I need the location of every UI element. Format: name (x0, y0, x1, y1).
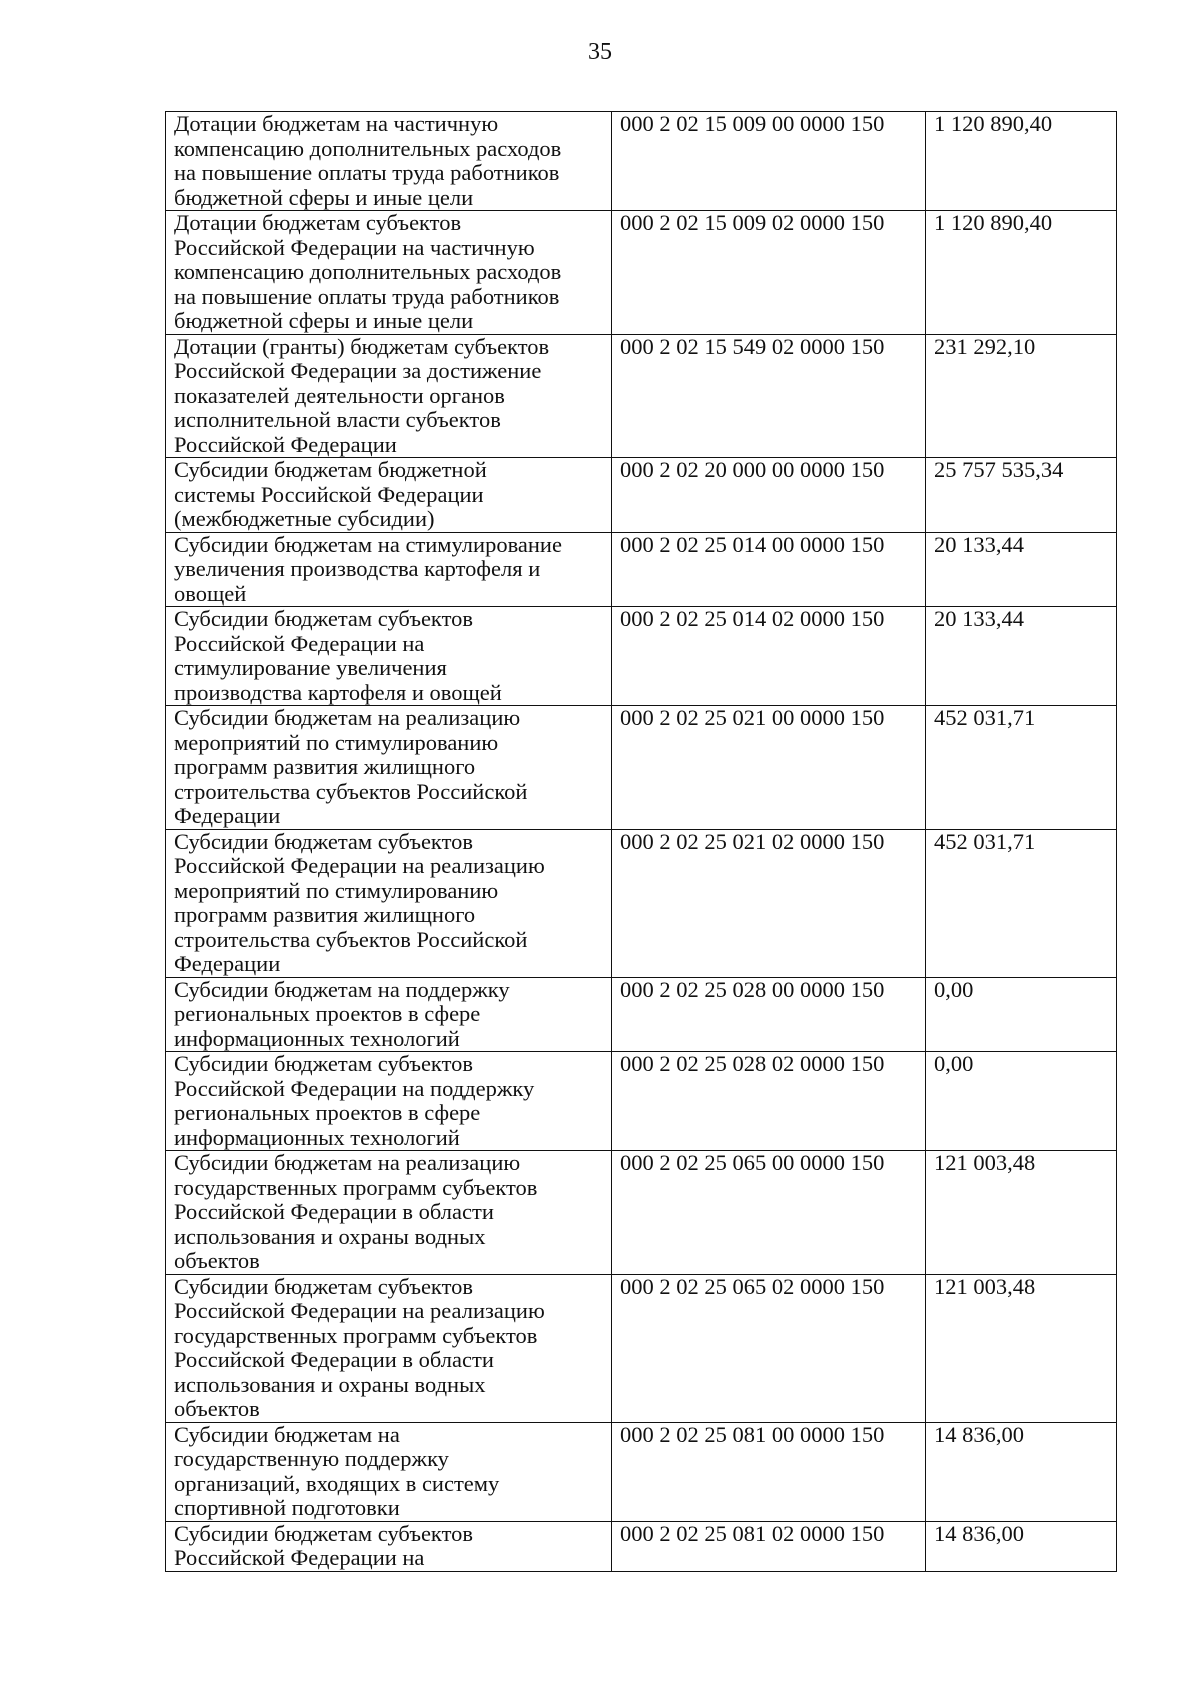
table-row (166, 706, 1117, 830)
row-amount: 20 133,44 (926, 532, 1117, 607)
row-budget-code: 000 2 02 15 009 00 0000 150 (612, 112, 926, 211)
table-row (166, 1422, 1117, 1521)
row-amount: 1 120 890,40 (926, 112, 1117, 211)
table-row (166, 1274, 1117, 1422)
row-description: Дотации (гранты) бюджетам субъектов Российской Федерации за достижение показателей деятельности органов исполнительной власти субъектов Российской Федерации (166, 334, 612, 458)
row-description: Дотации бюджетам субъектов Российской Федерации на частичную компенсацию дополнительных расходов на повышение оплаты труда работников бюджетной сферы и иные цели (166, 211, 612, 335)
row-budget-code: 000 2 02 25 021 02 0000 150 (612, 829, 926, 977)
row-amount: 0,00 (926, 977, 1117, 1052)
row-budget-code: 000 2 02 25 065 02 0000 150 (612, 1274, 926, 1422)
row-amount: 1 120 890,40 (926, 211, 1117, 335)
budget-table (165, 111, 1117, 1572)
row-description: Субсидии бюджетам субъектов Российской Федерации на (166, 1521, 612, 1571)
row-amount: 0,00 (926, 1052, 1117, 1151)
row-description: Субсидии бюджетам субъектов Российской Федерации на реализацию государственных программ субъектов Российской Федерации в области использования и охраны водных объектов (166, 1274, 612, 1422)
row-budget-code: 000 2 02 25 021 00 0000 150 (612, 706, 926, 830)
row-amount: 121 003,48 (926, 1151, 1117, 1275)
row-amount: 14 836,00 (926, 1422, 1117, 1521)
row-budget-code: 000 2 02 15 009 02 0000 150 (612, 211, 926, 335)
row-budget-code: 000 2 02 25 014 00 0000 150 (612, 532, 926, 607)
row-budget-code: 000 2 02 25 014 02 0000 150 (612, 607, 926, 706)
row-budget-code: 000 2 02 25 081 00 0000 150 (612, 1422, 926, 1521)
table-row (166, 829, 1117, 977)
row-budget-code: 000 2 02 25 065 00 0000 150 (612, 1151, 926, 1275)
row-amount: 452 031,71 (926, 706, 1117, 830)
row-description: Субсидии бюджетам на реализацию мероприятий по стимулированию программ развития жилищного строительства субъектов Российской Федерации (166, 706, 612, 830)
table-row (166, 1052, 1117, 1151)
row-description: Субсидии бюджетам на стимулирование увеличения производства картофеля и овощей (166, 532, 612, 607)
row-description: Субсидии бюджетам на поддержку региональных проектов в сфере информационных технологий (166, 977, 612, 1052)
page-number: 35 (588, 39, 612, 65)
row-description: Субсидии бюджетам на государственную поддержку организаций, входящих в систему спортивной подготовки (166, 1422, 612, 1521)
table-row (166, 532, 1117, 607)
table-row (166, 458, 1117, 533)
row-budget-code: 000 2 02 20 000 00 0000 150 (612, 458, 926, 533)
row-amount: 231 292,10 (926, 334, 1117, 458)
row-budget-code: 000 2 02 15 549 02 0000 150 (612, 334, 926, 458)
row-amount: 452 031,71 (926, 829, 1117, 977)
row-amount: 121 003,48 (926, 1274, 1117, 1422)
table-row (166, 1151, 1117, 1275)
row-amount: 20 133,44 (926, 607, 1117, 706)
row-description: Субсидии бюджетам бюджетной системы Российской Федерации (межбюджетные субсидии) (166, 458, 612, 533)
budget-table-body (166, 112, 1117, 1572)
row-description: Субсидии бюджетам на реализацию государственных программ субъектов Российской Федерации в области использования и охраны водных объектов (166, 1151, 612, 1275)
table-row (166, 112, 1117, 211)
row-budget-code: 000 2 02 25 081 02 0000 150 (612, 1521, 926, 1571)
row-description: Субсидии бюджетам субъектов Российской Федерации на поддержку региональных проектов в сфере информационных технологий (166, 1052, 612, 1151)
row-budget-code: 000 2 02 25 028 02 0000 150 (612, 1052, 926, 1151)
row-description: Субсидии бюджетам субъектов Российской Федерации на реализацию мероприятий по стимулированию программ развития жилищного строительства субъектов Российской Федерации (166, 829, 612, 977)
row-budget-code: 000 2 02 25 028 00 0000 150 (612, 977, 926, 1052)
row-description: Субсидии бюджетам субъектов Российской Федерации на стимулирование увеличения производства картофеля и овощей (166, 607, 612, 706)
table-row (166, 1521, 1117, 1571)
table-row (166, 334, 1117, 458)
row-amount: 25 757 535,34 (926, 458, 1117, 533)
table-row (166, 977, 1117, 1052)
row-amount: 14 836,00 (926, 1521, 1117, 1571)
row-description: Дотации бюджетам на частичную компенсацию дополнительных расходов на повышение оплаты труда работников бюджетной сферы и иные цели (166, 112, 612, 211)
table-row (166, 607, 1117, 706)
table-row (166, 211, 1117, 335)
